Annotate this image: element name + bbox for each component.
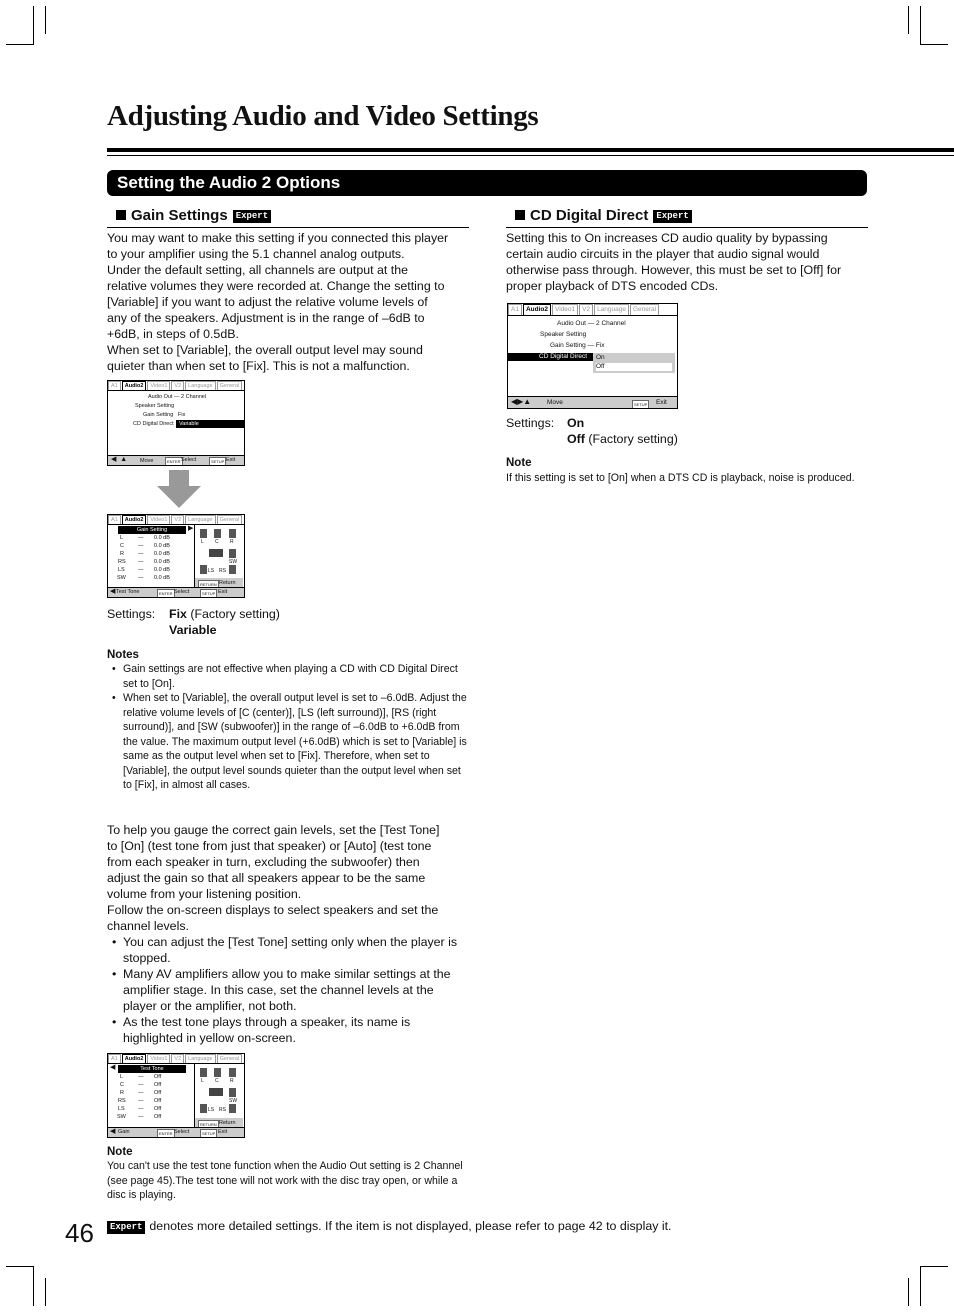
tab-a1: A1 [508, 304, 522, 315]
subwoofer-icon [229, 549, 236, 558]
tab-v2: V2 [171, 1054, 184, 1063]
arrow-icon: ◀▶▲ [511, 397, 532, 406]
speaker-icon [200, 1104, 207, 1113]
enter-button-icon: ENTER [157, 1129, 175, 1138]
osd-cd-direct [507, 303, 678, 409]
channel-label: C [120, 1082, 124, 1088]
osd-options-box [593, 353, 675, 373]
setting-on: On [567, 416, 585, 430]
osd-tabs [508, 304, 677, 315]
title-rule-thin [107, 155, 954, 156]
footer-text: denotes more detailed settings. If the item is not displayed, please refer to page 42 to display it. [149, 1219, 672, 1233]
square-bullet-icon [116, 210, 126, 220]
crop-mark [920, 6, 921, 44]
note-item: • When set to [Variable], the overall output level is set to –6.0dB. Adjust the relative volume levels of [C (center)], [LS (left surround)], [RS (right surround)], and [SW (subwoofer)] in the range of –6.0dB to +6.0dB from the value. The maximum output level (+6.0dB) which is set to [Variable] is same as the output level when set to [Fix]. Therefore, when set to [Variable], the output level sounds quieter than the output level when set to [Fix], in almost all cases. [107, 691, 472, 793]
arrow-left-icon: ◀ [110, 588, 116, 595]
expert-badge-icon: Expert [653, 210, 691, 223]
osd-gain-header: Gain Setting [118, 526, 186, 534]
text-line: channel levels. [107, 919, 189, 933]
osd-row: Audio Out — 2 Channel [148, 394, 207, 400]
dash: — [138, 1074, 144, 1080]
expert-badge-icon: Expert [107, 1221, 145, 1234]
channel-label: SW [117, 575, 126, 581]
listener-icon [209, 1088, 223, 1096]
text-line: You may want to make this setting if you connected this player [107, 231, 449, 245]
speaker-icon [229, 1068, 236, 1077]
osd-foot-gain: Gain [118, 1129, 130, 1135]
osd-foot-exit: Exit [218, 1129, 228, 1135]
crop-mark [6, 1266, 34, 1267]
osd-foot-exit: Exit [218, 589, 228, 595]
dash: — [138, 543, 144, 549]
cd-heading-text: CD Digital Direct [530, 207, 649, 224]
text-line: volume from your listening position. [107, 887, 302, 901]
channel-label: L [120, 1074, 124, 1080]
text-line: [Variable] if you want to adjust the relative volume levels of [107, 295, 428, 309]
text-line: relative volumes they were recorded at. Change the setting to [107, 279, 445, 293]
text-line: Follow the on-screen displays to select speakers and set the [107, 903, 439, 917]
channel-label: SW [117, 1114, 126, 1120]
tab-general: General [217, 381, 243, 390]
osd-tabs [108, 1054, 244, 1063]
arrow-icon: ◀ ▲ [111, 456, 128, 463]
settings-label: Settings: [107, 607, 156, 621]
osd-foot-select: Select [174, 1129, 190, 1135]
speaker-label: R [230, 539, 234, 545]
osd-tabs [108, 381, 244, 390]
text-line: from each speaker in turn, excluding the subwoofer) then [107, 855, 420, 869]
channel-label: RS [118, 1098, 126, 1104]
speaker-label: RS [219, 568, 226, 574]
tab-audio2: Audio2 [523, 304, 551, 315]
osd-gain-setting [107, 514, 245, 598]
osd-row: Speaker Setting [135, 403, 175, 409]
dash: — [138, 535, 144, 541]
tab-v2: V2 [579, 304, 593, 315]
text-line: adjust the gain so that all speakers appear to be the same [107, 871, 426, 885]
setting-off: Off [567, 432, 585, 446]
tone-value: Off [154, 1074, 162, 1080]
dash: — [138, 1106, 144, 1112]
dash: — [138, 551, 144, 557]
arrow-left-icon: ◀ [110, 1064, 116, 1071]
note-title: Note [107, 1146, 133, 1158]
osd-audio2-menu [107, 380, 245, 466]
osd-option-fix: Fix [178, 412, 186, 418]
return-label: Return [219, 580, 236, 586]
osd-foot-testtone: Test Tone [116, 589, 140, 595]
tone-value: Off [154, 1114, 162, 1120]
dash: — [138, 567, 144, 573]
text-line: otherwise pass through. However, this must be set to [Off] for [506, 263, 842, 277]
setting-variable: Variable [169, 623, 217, 637]
title-rule [107, 148, 954, 152]
gain-heading [116, 207, 271, 224]
speaker-icon [229, 1104, 236, 1113]
tab-video1: Video1 [147, 381, 170, 390]
osd-option-off: Off [596, 363, 672, 371]
osd-row-label: Gain Setting [143, 412, 174, 418]
gain-notes [107, 662, 472, 793]
osd-footer [108, 455, 244, 465]
crop-mark [920, 1266, 948, 1267]
footer-note [107, 1219, 672, 1234]
cd-intro [506, 230, 871, 294]
tab-video1: Video1 [147, 1054, 170, 1063]
text-line: certain audio circuits in the player that audio signal would [506, 247, 820, 261]
setting-fix-note: (Factory setting) [186, 607, 280, 621]
tab-general: General [217, 1054, 243, 1063]
setting-off-note: (Factory setting) [584, 432, 678, 446]
crop-mark [33, 1266, 34, 1306]
text-line: Under the default setting, all channels are output at the [107, 263, 409, 277]
tab-language: Language [185, 381, 215, 390]
text-line: Setting this to On increases CD audio quality by bypassing [506, 231, 828, 245]
channel-label: LS [118, 1106, 125, 1112]
setup-button-icon: SETUP [200, 1129, 217, 1138]
dash: — [138, 1082, 144, 1088]
tab-audio2: Audio2 [122, 1054, 147, 1063]
osd-tabs [108, 515, 244, 524]
arrow-right-icon: ▶ [188, 525, 194, 532]
cd-settings [506, 415, 856, 447]
osd-row: Audio Out — 2 Channel [557, 320, 626, 327]
osd-footer [108, 1127, 244, 1137]
dash: — [138, 1098, 144, 1104]
osd-row: Gain Setting — Fix [550, 342, 605, 349]
text-line: To help you gauge the correct gain levels, set the [Test Tone] [107, 823, 440, 837]
expert-badge-icon: Expert [233, 210, 271, 223]
text-line: quieter than when set to [Fix]. This is not a malfunction. [107, 359, 410, 373]
notes-title: Notes [107, 649, 139, 661]
dash: — [138, 559, 144, 565]
channel-label: R [120, 551, 124, 557]
gain-heading-text: Gain Settings [131, 207, 228, 224]
down-arrow-icon [157, 470, 201, 508]
channel-label: LS [118, 567, 125, 573]
text-line: When set to [Variable], the overall output level may sound [107, 343, 423, 357]
speaker-label: SW [229, 1098, 238, 1104]
speaker-icon [214, 529, 221, 538]
speaker-icon [200, 565, 207, 574]
osd-panel [508, 315, 677, 397]
gain-value: 0.0 dB [154, 575, 170, 581]
osd-foot-select: Select [181, 457, 197, 463]
osd-panel [108, 390, 244, 456]
speaker-label: C [215, 1078, 219, 1084]
crop-mark [908, 1278, 909, 1306]
square-bullet-icon [515, 210, 525, 220]
tab-general: General [630, 304, 659, 315]
speaker-label: RS [219, 1107, 226, 1113]
gain-value: 0.0 dB [154, 559, 170, 565]
text-line: any of the speakers. Adjustment is in the range of –6dB to [107, 311, 425, 325]
osd-row: Speaker Setting [540, 331, 587, 338]
crop-mark [45, 1278, 46, 1306]
enter-button-icon: ENTER [157, 589, 175, 598]
crop-mark [920, 44, 948, 45]
osd-panel [108, 524, 244, 588]
osd-option-variable: Variable [176, 420, 245, 428]
crop-mark [908, 6, 909, 34]
dash: — [138, 1090, 144, 1096]
osd-footer [508, 396, 677, 408]
tone-value: Off [154, 1106, 162, 1112]
osd-option-on: On [596, 354, 605, 361]
dash: — [138, 1114, 144, 1120]
tone-value: Off [154, 1098, 162, 1104]
text-line: proper playback of DTS encoded CDs. [506, 279, 719, 293]
page-title: Adjusting Audio and Video Settings [107, 100, 539, 132]
channel-label: RS [118, 559, 126, 565]
enter-button-icon: ENTER [165, 457, 183, 466]
speaker-icon [200, 529, 207, 538]
listener-icon [209, 549, 223, 557]
channel-label: R [120, 1090, 124, 1096]
arrow-left-icon: ◀ [110, 1128, 116, 1135]
note-item: • Gain settings are not effective when playing a CD with CD Digital Direct set to [On]. [107, 662, 472, 691]
osd-foot-exit: Exit [226, 457, 236, 463]
tab-v2: V2 [171, 381, 184, 390]
setup-button-icon: SETUP [209, 457, 226, 466]
testtone-paragraph [107, 822, 477, 1046]
text-line: to your amplifier using the 5.1 channel analog outputs. [107, 247, 405, 261]
tab-general: General [217, 515, 243, 524]
osd-foot-move: Move [140, 458, 154, 464]
gain-intro [107, 230, 477, 374]
osd-footer [108, 587, 244, 597]
tab-v2: V2 [171, 515, 184, 524]
crop-mark [33, 6, 34, 44]
speaker-label: R [230, 1078, 234, 1084]
tone-value: Off [154, 1082, 162, 1088]
page-number: 46 [65, 1218, 94, 1248]
crop-mark [920, 1266, 921, 1306]
tab-video1: Video1 [147, 515, 170, 524]
speaker-label: SW [229, 559, 238, 565]
speaker-label: LS [208, 568, 215, 574]
gain-value: 0.0 dB [154, 543, 170, 549]
tab-video1: Video1 [552, 304, 578, 315]
settings-label: Settings: [506, 416, 555, 430]
osd-tone-header: Test Tone [118, 1065, 186, 1073]
subwoofer-icon [229, 1088, 236, 1097]
channel-label: L [120, 535, 124, 541]
osd-panel [108, 1063, 244, 1128]
speaker-label: LS [208, 1107, 215, 1113]
gain-value: 0.0 dB [154, 535, 170, 541]
speaker-icon [229, 529, 236, 538]
gain-value: 0.0 dB [154, 551, 170, 557]
bullet-item: • As the test tone plays through a speaker, its name is highlighted in yellow on-screen. [107, 1014, 469, 1046]
channel-label: C [120, 543, 124, 549]
osd-foot-exit: Exit [656, 399, 667, 406]
osd-foot-move: Move [547, 399, 563, 406]
tab-a1: A1 [108, 515, 121, 524]
cd-note: If this setting is set to [On] when a DTS CD is playback, noise is produced. [506, 472, 855, 484]
setting-fix: Fix [169, 607, 187, 621]
section-heading: Setting the Audio 2 Options [107, 170, 867, 196]
setup-button-icon: SETUP [632, 400, 649, 409]
osd-row-selected: CD Digital Direct [508, 353, 593, 361]
heading-rule [506, 227, 868, 228]
osd-test-tone [107, 1053, 245, 1138]
tab-audio2: Audio2 [122, 381, 147, 390]
return-button-icon: RETURN [198, 580, 219, 590]
osd-foot-select: Select [174, 589, 190, 595]
tab-language: Language [594, 304, 629, 315]
speaker-icon [200, 1068, 207, 1077]
text-line: to [On] (test tone from just that speaker) or [Auto] (test tone [107, 839, 432, 853]
heading-rule [107, 227, 469, 228]
tab-language: Language [185, 515, 215, 524]
setup-button-icon: SETUP [200, 589, 217, 598]
tab-a1: A1 [108, 381, 121, 390]
cd-heading [515, 207, 692, 224]
note-title: Note [506, 457, 532, 469]
speaker-label: C [215, 539, 219, 545]
crop-mark [6, 44, 34, 45]
return-button-icon: RETURN [198, 1120, 219, 1130]
gain-settings [107, 606, 457, 638]
tab-a1: A1 [108, 1054, 121, 1063]
speaker-label: L [201, 539, 204, 545]
crop-mark [45, 6, 46, 34]
osd-row: CD Digital Direct [133, 421, 174, 427]
gain-value: 0.0 dB [154, 567, 170, 573]
tone-value: Off [154, 1090, 162, 1096]
return-label: Return [219, 1120, 236, 1126]
tab-language: Language [185, 1054, 215, 1063]
tab-audio2: Audio2 [122, 515, 147, 524]
bullet-item: • Many AV amplifiers allow you to make similar settings at the amplifier stage. In this case, set the channel levels at the player or the amplifier, not both. [107, 966, 469, 1014]
dash: — [138, 575, 144, 581]
bullet-item: • You can adjust the [Test Tone] setting only when the player is stopped. [107, 934, 469, 966]
gain-note: You can't use the test tone function when the Audio Out setting is 2 Channel (see page 45).The test tone will not work with the disc tray open, or while a disc is playing. [107, 1160, 463, 1201]
speaker-icon [214, 1068, 221, 1077]
speaker-icon [229, 565, 236, 574]
speaker-label: L [201, 1078, 204, 1084]
text-line: +6dB, in steps of 0.5dB. [107, 327, 239, 341]
